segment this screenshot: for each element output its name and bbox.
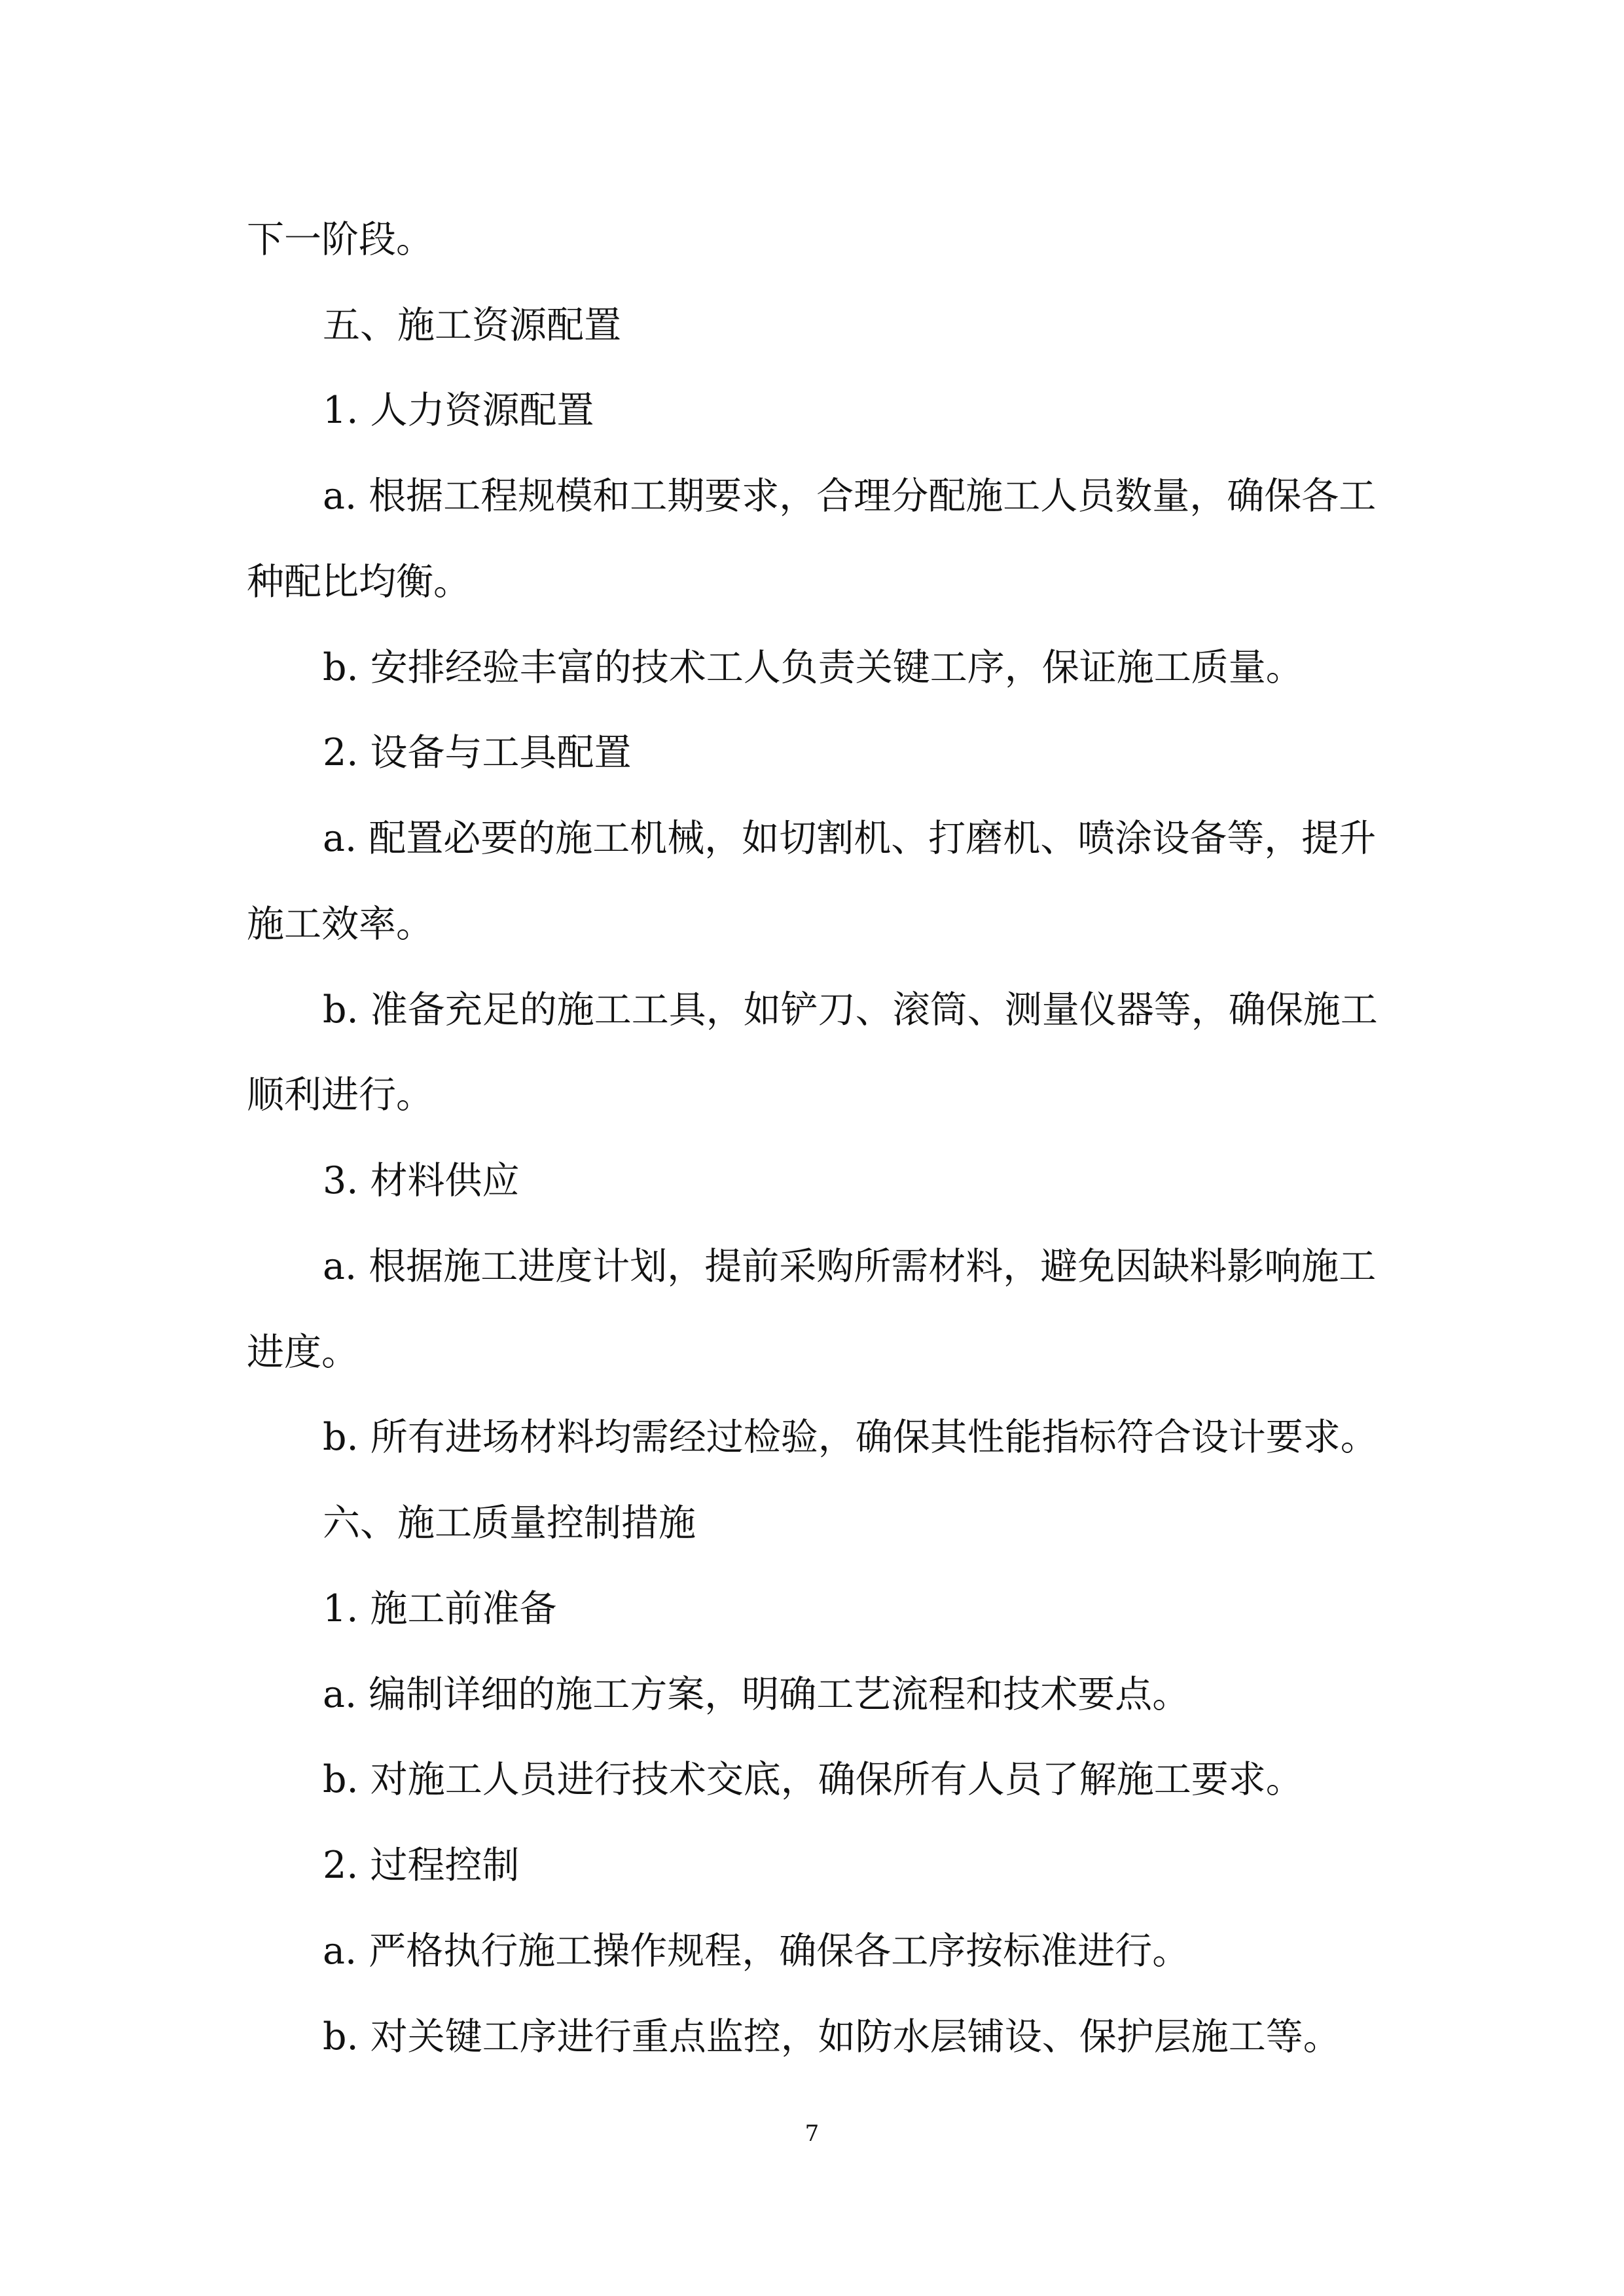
text-line-continuation: 下一阶段。 (247, 218, 433, 261)
subheading-materials: 3. 材料供应 (323, 1159, 520, 1202)
section-heading-quality: 六、施工质量控制措施 (323, 1501, 696, 1545)
subheading-human-resources: 1. 人力资源配置 (323, 389, 594, 432)
text-line: a. 根据工程规模和工期要求，合理分配施工人员数量，确保各工 (323, 475, 1377, 518)
text-line: a. 严格执行施工操作规程，确保各工序按标准进行。 (323, 1929, 1190, 1973)
text-line: 施工效率。 (247, 903, 433, 946)
text-line: b. 准备充足的施工工具，如铲刀、滚筒、测量仪器等，确保施工 (323, 988, 1378, 1031)
subheading-process-control: 2. 过程控制 (323, 1844, 520, 1887)
text-line: a. 配置必要的施工机械，如切割机、打磨机、喷涂设备等，提升 (323, 817, 1377, 860)
subheading-preparation: 1. 施工前准备 (323, 1587, 557, 1630)
text-line: b. 所有进场材料均需经过检验，确保其性能指标符合设计要求。 (323, 1416, 1378, 1459)
subheading-equipment: 2. 设备与工具配置 (323, 731, 632, 774)
text-line: a. 根据施工进度计划，提前采购所需材料，避免因缺料影响施工 (323, 1245, 1377, 1288)
text-line: b. 对关键工序进行重点监控，如防水层铺设、保护层施工等。 (323, 2015, 1341, 2058)
text-line: 种配比均衡。 (247, 560, 471, 603)
text-line: b. 对施工人员进行技术交底，确保所有人员了解施工要求。 (323, 1758, 1303, 1801)
text-line: 进度。 (247, 1331, 359, 1374)
text-line: 顺利进行。 (247, 1073, 433, 1117)
text-line: b. 安排经验丰富的技术工人负责关键工序，保证施工质量。 (323, 646, 1303, 689)
text-line: a. 编制详细的施工方案，明确工艺流程和技术要点。 (323, 1673, 1190, 1716)
section-heading-resources: 五、施工资源配置 (323, 304, 621, 347)
page-number: 7 (804, 2121, 820, 2147)
